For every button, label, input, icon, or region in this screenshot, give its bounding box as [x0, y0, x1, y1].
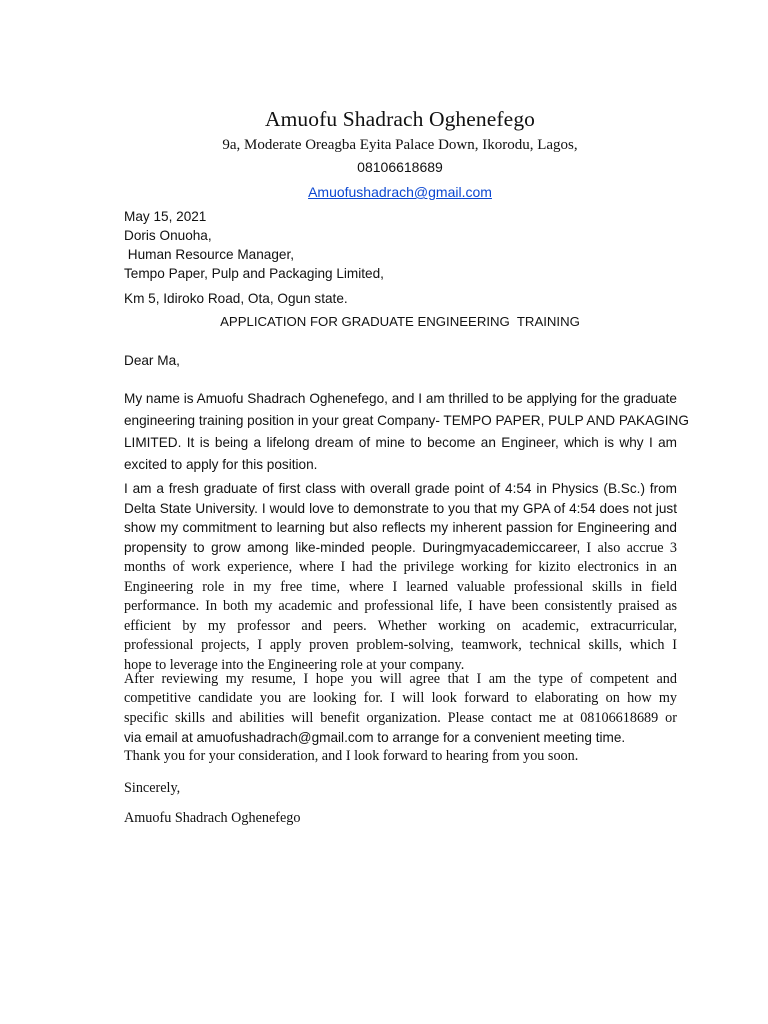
paragraph-line: LIMITED. It is being a lifelong dream of mine to become an Engineer, which is why I am: [124, 435, 677, 450]
paragraph-line: I am a fresh graduate of first class with overall grade point of 4:54 in Physics (B.Sc.) from: [124, 481, 677, 496]
sender-phone: 08106618689: [357, 159, 443, 175]
paragraph-intro: [124, 388, 689, 476]
paragraph-line: competitive candidate you are looking for. I will look forward to elaborating on how my: [124, 690, 677, 707]
mixed-sans-part: propensity to grow among like-minded people. Duringmyacademiccareer,: [124, 539, 581, 555]
recipient-address: Km 5, Idiroko Road, Ota, Ogun state.: [124, 291, 348, 306]
paragraph-line: After reviewing my resume, I hope you will agree that I am the type of competent and: [124, 671, 677, 687]
letter-subject: APPLICATION FOR GRADUATE ENGINEERING TRAINING: [220, 314, 580, 329]
recipient-company: Tempo Paper, Pulp and Packaging Limited,: [124, 266, 384, 281]
sender-email: [0, 184, 768, 200]
letter-date: May 15, 2021: [124, 209, 207, 224]
sender-address: 9a, Moderate Oreagba Eyita Palace Down, Ikorodu, Lagos,: [222, 137, 578, 153]
paragraph-line: specific skills and abilities will benefit organization. Please contact me at 08106618689 or: [124, 709, 677, 726]
salutation: Dear Ma,: [124, 353, 180, 368]
signature-name: Amuofu Shadrach Oghenefego: [124, 810, 301, 826]
paragraph-qualifications: [124, 479, 677, 675]
paragraph-line: Delta State University. I would love to demonstrate to you that my GPA of 4:54 does not just: [124, 500, 677, 516]
paragraph-closing: [124, 670, 677, 747]
paragraph-line: via email at amuofushadrach@gmail.com to arrange for a convenient meeting time.: [124, 729, 626, 745]
sender-name: Amuofu Shadrach Oghenefego: [264, 107, 536, 131]
paragraph-line: show my commitment to learning but also reflects my inherent passion for Engineering and: [124, 520, 677, 535]
closing-line: Sincerely,: [124, 780, 181, 796]
mixed-serif-part: I also accrue 3: [586, 539, 677, 556]
paragraph-line-mixed: [124, 538, 677, 559]
paragraph-line: engineering training position in your great Company- TEMPO PAPER, PULP AND PAKAGING: [124, 413, 689, 428]
paragraph-line: performance. In both my academic and professional life, I have been consistently praised as: [124, 598, 677, 614]
paragraph-line: hope to leverage into the Engineering role at your company.: [124, 656, 465, 673]
thanks-line: Thank you for your consideration, and I look forward to hearing from you soon.: [124, 748, 579, 764]
paragraph-line: professional projects, I apply proven problem-solving, teamwork, technical skills, which I: [124, 637, 677, 653]
paragraph-line: months of work experience, where I had the privilege working for kizito electronics in an: [124, 559, 677, 575]
recipient-title: Human Resource Manager,: [124, 247, 295, 262]
paragraph-line: excited to apply for this position.: [124, 457, 318, 472]
paragraph-line: My name is Amuofu Shadrach Oghenefego, and I am thrilled to be applying for the graduate: [124, 391, 677, 406]
paragraph-line: efficient by my professor and peers. Whether working on academic, extracurricular,: [124, 617, 677, 634]
sender-email-link[interactable]: Amuofushadrach@gmail.com: [308, 184, 492, 200]
recipient-name: Doris Onuoha,: [124, 228, 212, 243]
paragraph-line: Engineering role in my free time, where I learned valuable professional skills in field: [124, 578, 677, 595]
